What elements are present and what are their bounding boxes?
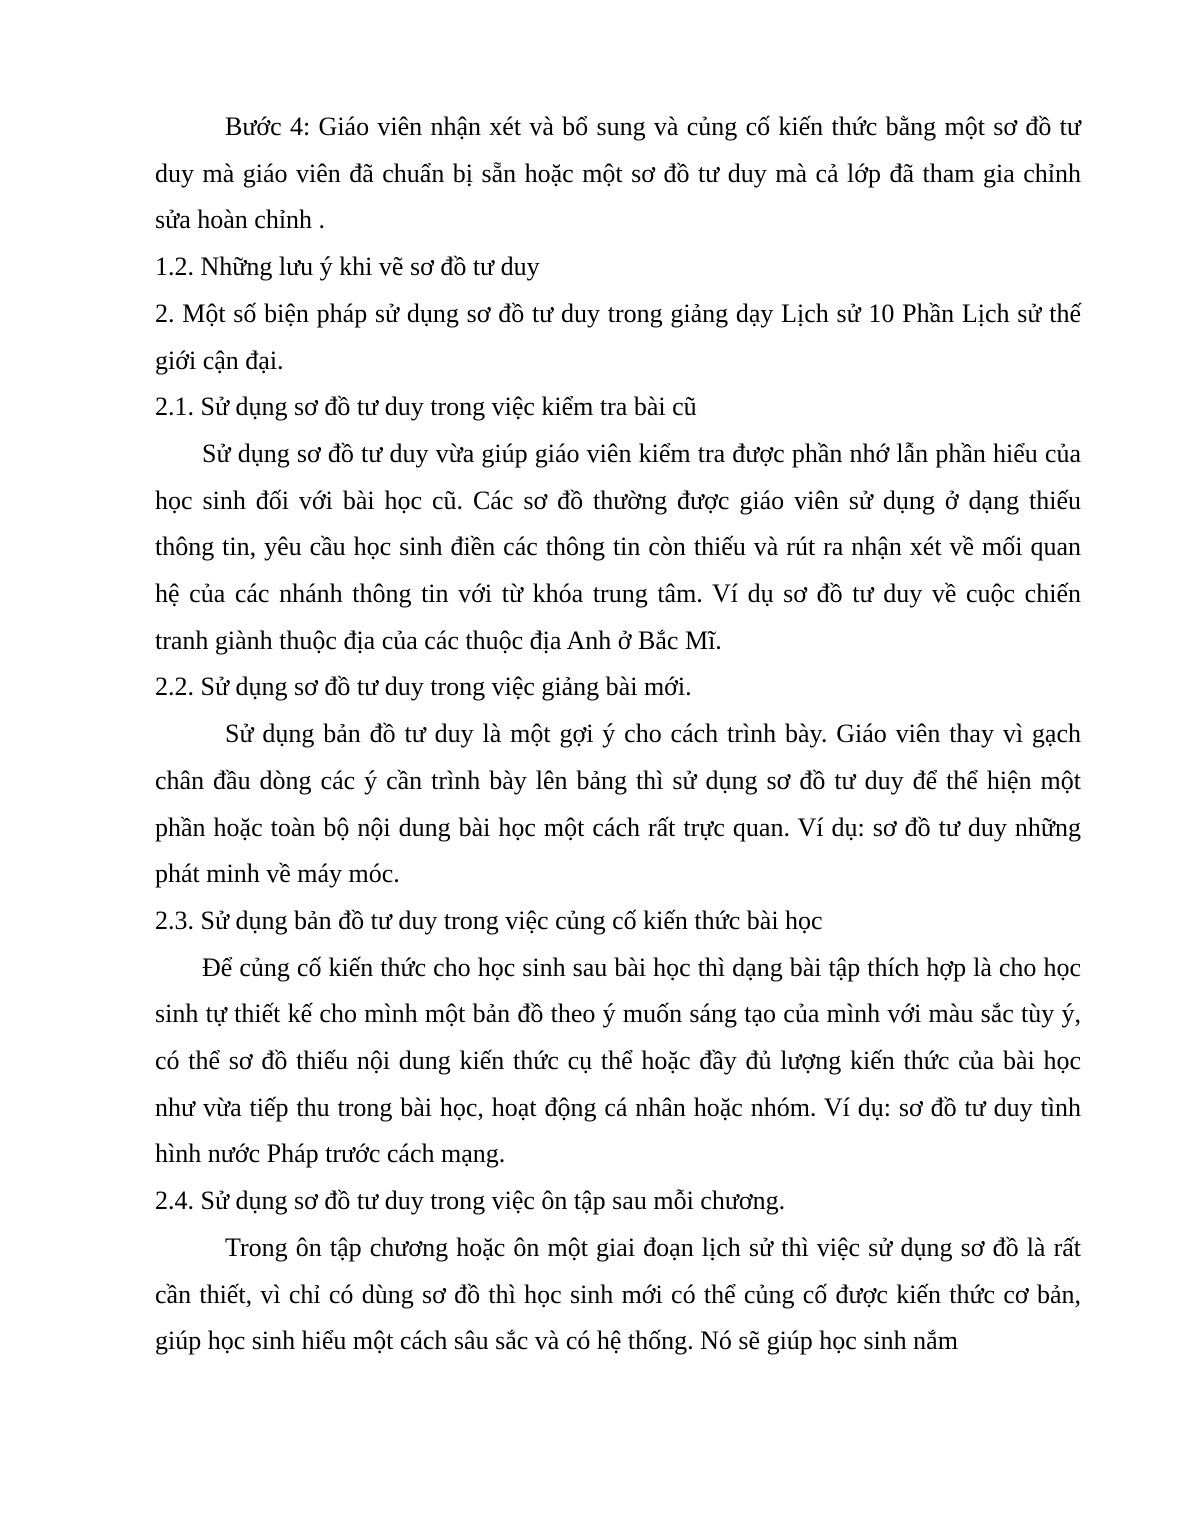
heading-2: 2. Một số biện pháp sử dụng sơ đồ tư duy trong giảng dạy Lịch sử 10 Phần Lịch sử thế giới cận đại. — [155, 298, 1081, 375]
paragraph-2-1: Sử dụng sơ đồ tư duy vừa giúp giáo viên kiểm tra được phần nhớ lẫn phần hiểu của học sinh đối với bài học cũ. Các sơ đồ thường được giáo viên sử dụng ở dạng thiếu thông tin, yêu cầu học sinh điền các thông tin còn thiếu và rút ra nhận xét về mối quan hệ của các nhánh thông tin với từ khóa trung tâm. Ví dụ sơ đồ tư duy về cuộc chiến tranh giành thuộc địa của các thuộc địa Anh ở Bắc Mĩ. — [155, 438, 1081, 655]
document-page — [155, 104, 1081, 1365]
paragraph-2-2: Sử dụng bản đồ tư duy là một gợi ý cho cách trình bày. Giáo viên thay vì gạch chân đầu dòng các ý cần trình bày lên bảng thì sử dụng sơ đồ tư duy để thể hiện một phần hoặc toàn bộ nội dung bài học một cách rất trực quan. Ví dụ: sơ đồ tư duy những phát minh về máy móc. — [155, 719, 1081, 889]
heading-2-4: 2.4. Sử dụng sơ đồ tư duy trong việc ôn tập sau mỗi chương. — [155, 1186, 786, 1216]
heading-2-1: 2.1. Sử dụng sơ đồ tư duy trong việc kiểm tra bài cũ — [155, 392, 697, 422]
paragraph-step-4: Bước 4: Giáo viên nhận xét và bổ sung và củng cố kiến thức bằng một sơ đồ tư duy mà giáo viên đã chuẩn bị sẵn hoặc một sơ đồ tư duy mà cả lớp đã tham gia chỉnh sửa hoàn chỉnh . — [155, 112, 1081, 235]
heading-2-2: 2.2. Sử dụng sơ đồ tư duy trong việc giảng bài mới. — [155, 672, 692, 702]
paragraph-2-3: Để củng cố kiến thức cho học sinh sau bài học thì dạng bài tập thích hợp là cho học sinh tự thiết kế cho mình một bản đồ theo ý muốn sáng tạo của mình với màu sắc tùy ý, có thể sơ đồ thiếu nội dung kiến thức cụ thể hoặc đầy đủ lượng kiến thức của bài học như vừa tiếp thu trong bài học, hoạt động cá nhân hoặc nhóm. Ví dụ: sơ đồ tư duy tình hình nước Pháp trước cách mạng. — [155, 952, 1081, 1169]
heading-2-3: 2.3. Sử dụng bản đồ tư duy trong việc củng cố kiến thức bài học — [155, 905, 823, 935]
heading-1-2: 1.2. Những lưu ý khi vẽ sơ đồ tư duy — [155, 252, 540, 282]
paragraph-2-4: Trong ôn tập chương hoặc ôn một giai đoạn lịch sử thì việc sử dụng sơ đồ là rất cần thiết, vì chỉ có dùng sơ đồ thì học sinh mới có thể củng cố được kiến thức cơ bản, giúp học sinh hiểu một cách sâu sắc và có hệ thống. Nó sẽ giúp học sinh nắm — [155, 1232, 1081, 1356]
